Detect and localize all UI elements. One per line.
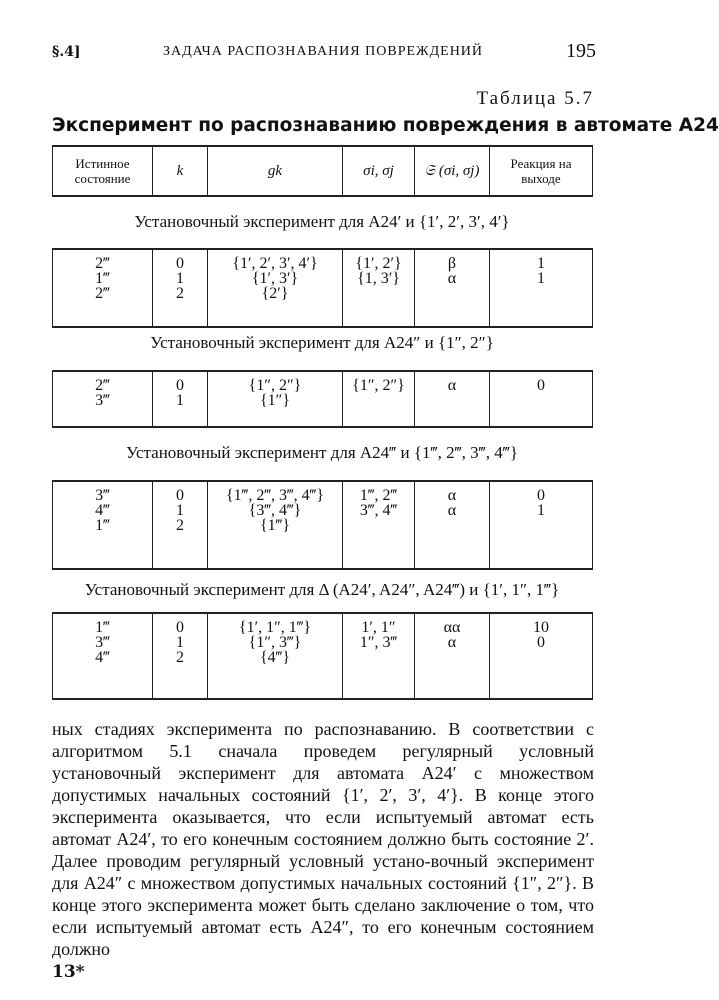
signature-mark: 13* [52,962,85,982]
table-cell [53,249,153,327]
cell-value: {1′, 3′} [251,270,299,287]
table-cell [208,249,343,327]
col-header: k [153,146,208,196]
cell-value: 0 [176,619,184,636]
table-cell [208,371,343,427]
cell-value [417,393,487,408]
cell-value: 10 [533,619,549,636]
cell-value: 2 [176,285,184,302]
cell-value [345,286,412,301]
cell-value: α [447,377,457,394]
cell-value: 3‴, 4‴ [359,502,398,519]
table-cell [415,613,490,699]
cell-value: α [447,487,457,504]
col-header: 𝔖 (σi, σj) [415,146,490,196]
section-heading: Установочный эксперимент для A24″ и {1″, 2″} [150,333,494,352]
cell-value: {1″} [259,392,291,409]
cell-value: 1 [537,270,545,287]
table-cell [53,481,153,569]
cell-value: 0 [176,487,184,504]
cell-value: {1″, 3‴} [248,634,302,651]
table-cell [490,249,593,327]
cell-value [345,393,412,408]
body-text [52,718,594,960]
cell-value: 2‴ [95,377,110,394]
col-header: σi, σj [343,146,415,196]
cell-value [417,518,487,533]
col-header: Реакция на выходе [490,146,593,196]
table-cell [415,371,490,427]
table-cell [343,481,415,569]
cell-value: 1 [537,255,545,272]
section-table [52,370,593,428]
cell-value [417,650,487,665]
cell-value: α [447,502,457,519]
section-number: §.4] [52,44,81,60]
cell-value: 4‴ [95,502,110,519]
cell-value: α [447,634,457,651]
cell-value: 0 [176,255,184,272]
cell-value: {1′, 2′} [355,255,402,272]
cell-value: {1, 3′} [357,270,400,287]
table-cell [490,481,593,569]
cell-value: {1′, 2′, 3′, 4′} [232,255,318,272]
cell-value: {1‴} [259,517,291,534]
table-number: Таблица 5.7 [476,88,594,109]
table-cell [208,481,343,569]
cell-value: 3‴ [95,392,110,409]
table-cell [153,613,208,699]
cell-value: 1 [176,634,184,651]
cell-value: 0 [537,487,545,504]
running-header: ЗАДАЧА РАСПОЗНАВАНИЯ ПОВРЕЖДЕНИЙ [162,44,484,59]
cell-value: αα [443,619,461,636]
cell-value: 1‴ [95,619,110,636]
cell-value: 1 [176,502,184,519]
section-heading: Установочный эксперимент для Δ (A24′, A24″, A24‴) и {1′, 1″, 1‴} [84,580,560,599]
cell-value: {3‴, 4‴} [248,502,302,519]
cell-value: 2 [176,649,184,666]
cell-value [345,518,412,533]
table-cell [490,371,593,427]
table-cell [343,371,415,427]
cell-value: {1″, 2″} [248,377,302,394]
cell-value: {2′} [261,285,289,302]
cell-value: {1′, 1″, 1‴} [238,619,312,636]
cell-value [417,286,487,301]
cell-value [492,518,590,533]
section-table [52,480,593,570]
cell-value: 1‴ [95,517,110,534]
table-cell [208,613,343,699]
cell-value: 2‴ [95,285,110,302]
table-cell [490,613,593,699]
cell-value: 4‴ [95,649,110,666]
paragraph: ных стадиях эксперимента по распознаванию. В соответствии с алгоритмом 5.1 сначала проведем регулярный условный установочный эксперимент для автомата A24′ с множеством допустимых начальных состояний {1′, 2′, 3′, 4′}. В конце этого эксперимента оказывается, что если испытуемый автомат есть автомат A24′, то его конечным состоянием должно быть состояние 2′. Далее проводим регулярный условный устано-вочный эксперимент для A24″ с множеством допустимых начальных состояний {1″, 2″}. В конце этого эксперимента может быть сделано заключение о том, что если испытуемый автомат есть A24″, то его конечным состоянием должно [52,719,594,959]
section-heading: Установочный эксперимент для A24‴ и {1‴, 2‴, 3‴, 4‴} [125,443,518,462]
cell-value: 0 [537,377,545,394]
table-cell [153,249,208,327]
cell-value: β [447,255,457,272]
cell-value: 1 [176,270,184,287]
table-cell [343,613,415,699]
col-header: gk [208,146,343,196]
cell-value: 0 [537,634,545,651]
cell-value: {1″, 2″} [352,377,405,394]
section-table [52,612,593,700]
table-header [52,145,593,197]
cell-value: 1‴ [95,270,110,287]
table-cell [153,481,208,569]
cell-value: 0 [176,377,184,394]
table-title: Эксперимент по распознаванию повреждения в автомате A24 [52,115,719,136]
cell-value [492,286,590,301]
cell-value: 2‴ [95,255,110,272]
table-cell [53,613,153,699]
table-cell [153,371,208,427]
cell-value: {1‴, 2‴, 3‴, 4‴} [225,487,324,504]
cell-value [492,393,590,408]
table-cell [415,249,490,327]
cell-value: 3‴ [95,634,110,651]
page-number: 195 [566,40,596,62]
cell-value: 3‴ [95,487,110,504]
cell-value: {4‴} [259,649,291,666]
table-cell [53,371,153,427]
cell-value: α [447,270,457,287]
table-cell [343,249,415,327]
section-table [52,248,593,328]
section-heading: Установочный эксперимент для A24′ и {1′, 2′, 3′, 4′} [134,212,510,231]
cell-value: 1 [176,392,184,409]
cell-value: 1′, 1″ [361,619,396,636]
cell-value: 1 [537,502,545,519]
table-cell [415,481,490,569]
col-header: Истинное состояние [53,146,153,196]
cell-value [492,650,590,665]
cell-value: 2 [176,517,184,534]
cell-value [345,650,412,665]
cell-value: 1″, 3‴ [359,634,398,651]
cell-value: 1‴, 2‴ [359,487,398,504]
